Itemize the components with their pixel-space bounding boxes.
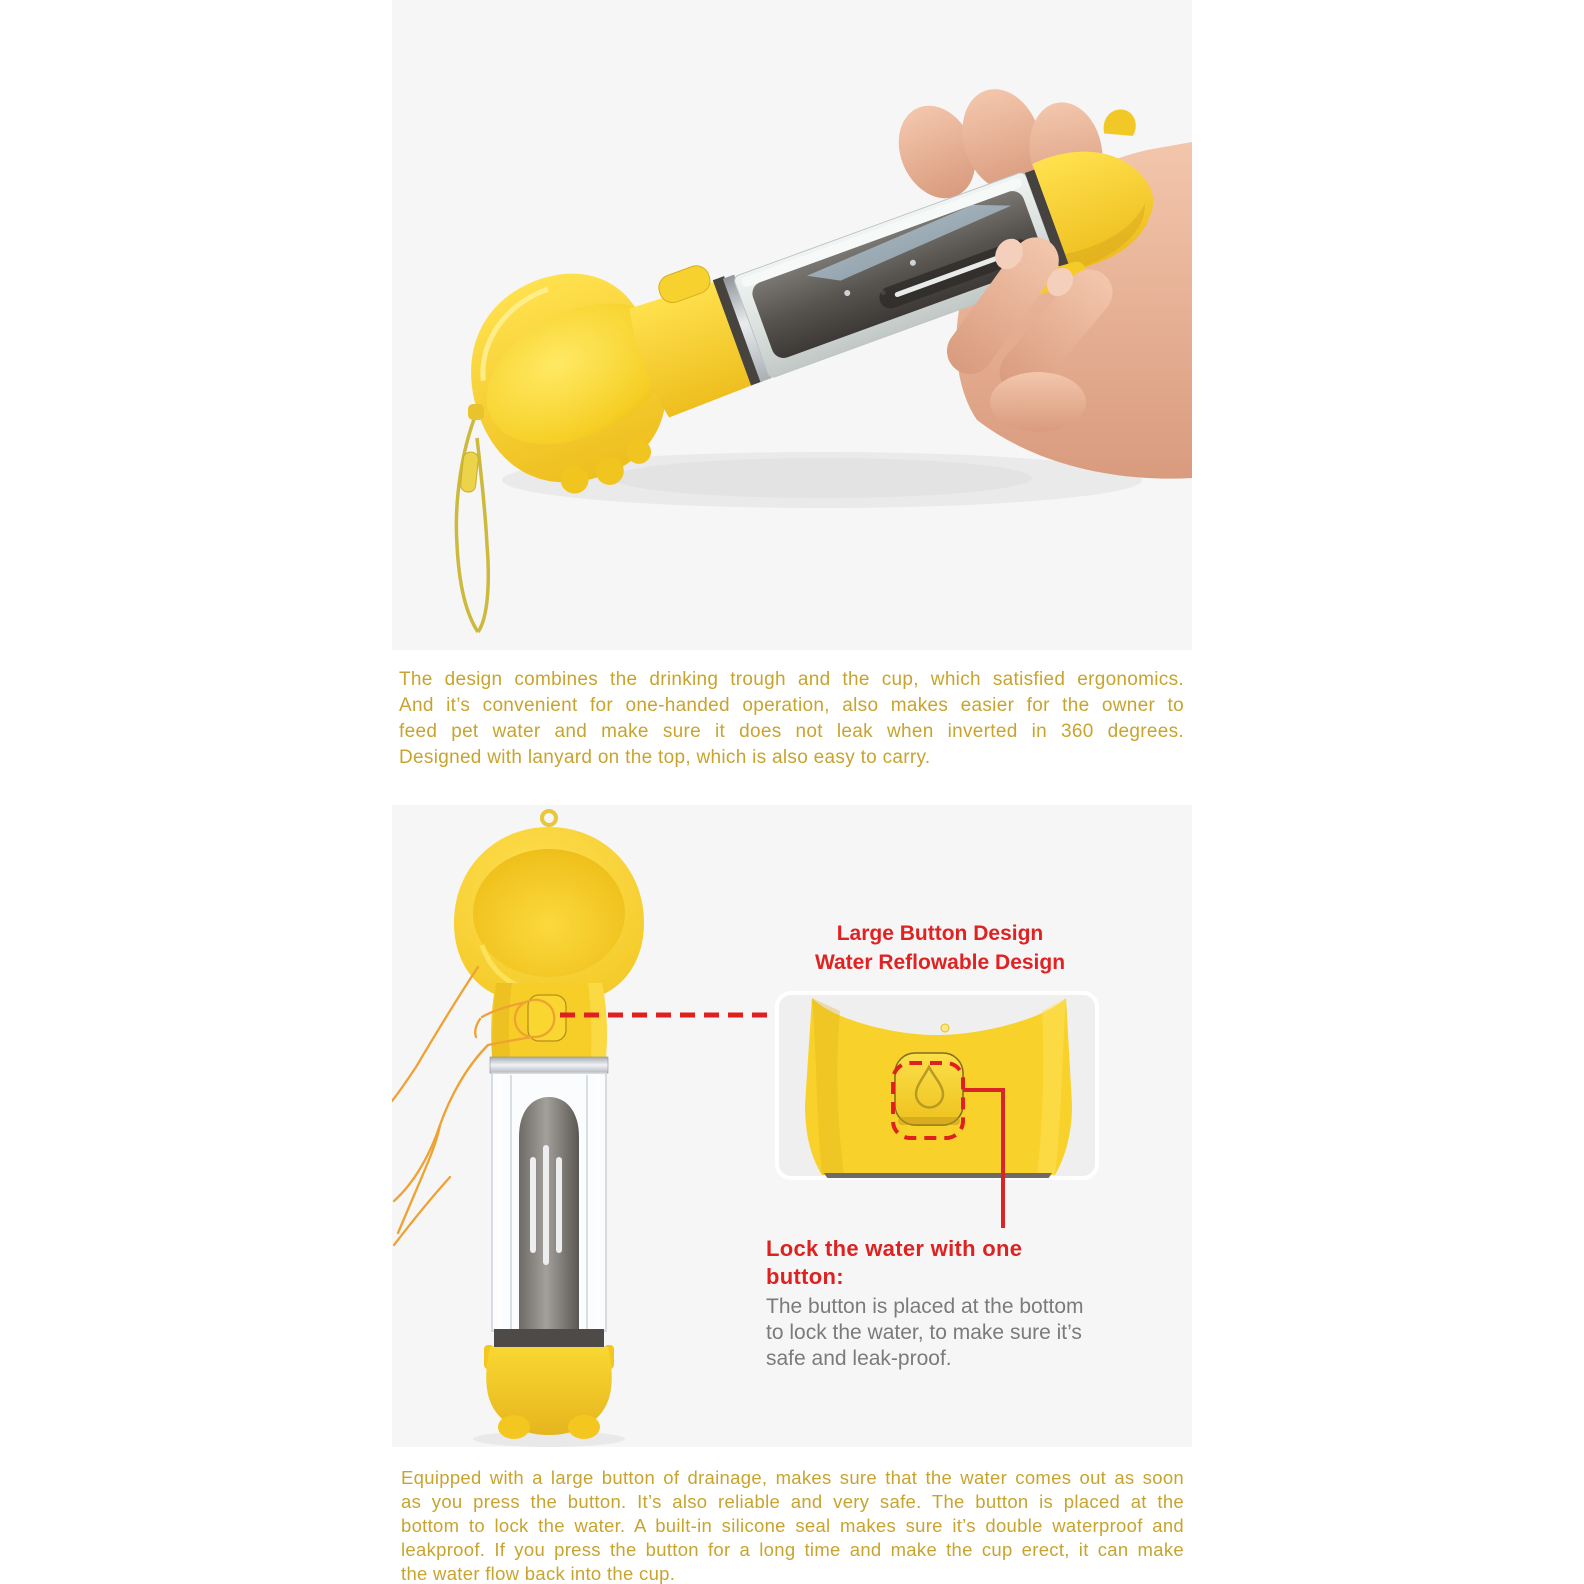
lock-callout-line: safe and leak-proof. [766, 1347, 952, 1370]
caption-line: the water flow back into the cup. [401, 1563, 676, 1584]
description-paragraph-bottom [401, 1466, 1184, 1584]
lanyard-hook [468, 404, 484, 420]
lock-callout-line: to lock the water, to make sure it’s [766, 1321, 1082, 1344]
caption-line: Designed with lanyard on the top, which is also easy to carry. [399, 747, 931, 768]
callout-heading-line: Large Button Design [836, 922, 1044, 945]
caption-line: Equipped with a large button of drainage, makes sure that the water comes out as soon [401, 1467, 1184, 1488]
base-collar [494, 1329, 604, 1347]
lock-callout-line: The button is placed at the bottom [766, 1295, 1084, 1318]
metal-ring [490, 1057, 608, 1073]
callout-heading [790, 919, 1090, 977]
caption-line: And it’s convenient for one-handed operation, also makes easier for the owner to [399, 695, 1184, 716]
caption-line: leakproof. If you press the button for a long time and make the cup erect, it can make [401, 1539, 1184, 1560]
button-feature-section [392, 805, 1192, 1447]
bottle-vertical [454, 811, 644, 1439]
zoom-inset-card [777, 993, 1097, 1179]
caption-line: as you press the button. It’s also reliable and very safe. The button is placed at the [401, 1491, 1184, 1512]
lock-callout-title: Lock the water with one button: [766, 1236, 1023, 1289]
caption-line: The design combines the drinking trough and the cup, which satisfied ergonomics. [399, 669, 1184, 690]
base-foot [568, 1415, 600, 1439]
top-photo-section [392, 0, 1192, 650]
caption-line: feed pet water and make sure it does not leak when inverted in 360 degrees. [399, 721, 1184, 742]
lock-callout [766, 1235, 1106, 1372]
description-paragraph-top [399, 667, 1184, 771]
base-foot [498, 1415, 530, 1439]
lanyard-loop [542, 811, 556, 825]
lanyard-cord [456, 414, 488, 632]
cap-horn [1098, 105, 1140, 145]
caption-line: bottom to lock the water. A built-in silicone seal makes sure it’s double waterproof and [401, 1515, 1184, 1536]
hand-held-bottle-photo [392, 0, 1192, 650]
trough-bowl [473, 849, 625, 977]
callout-heading-line: Water Reflowable Design [814, 951, 1066, 974]
